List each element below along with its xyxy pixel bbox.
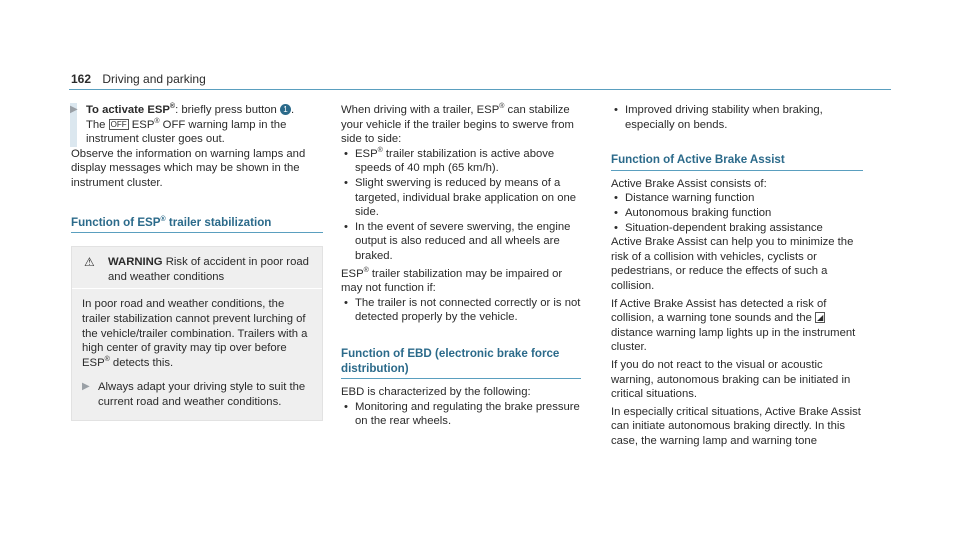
warning-instruction: ▶ Always adapt your driving style to suit the current road and weather conditions. xyxy=(82,381,306,408)
column-2 xyxy=(341,103,581,429)
button-number-badge: 1 xyxy=(280,104,291,115)
observe-paragraph: Observe the information on warning lamps and display messages which may be shown in the instrument cluster. xyxy=(71,147,306,189)
chapter-title: Driving and parking xyxy=(102,72,206,86)
stability-bullet-list xyxy=(611,103,863,132)
trailer-intro: When driving with a trailer, ESP® can stabilize your vehicle if the trailer begins to swerve from side to side: xyxy=(341,103,574,146)
esp-off-icon: OFF xyxy=(110,119,127,129)
section-title-active-brake-assist: Function of Active Brake Assist xyxy=(611,153,863,171)
aba-paragraph: Active Brake Assist can help you to minimize the risk of a collision with vehicles, cyclists or pedestrians, or reduce the effects of such a collision. xyxy=(611,236,854,292)
step-text: : briefly press button xyxy=(175,104,277,116)
list-item: • Distance warning function xyxy=(611,191,863,206)
aba-intro: Active Brake Assist consists of: xyxy=(611,177,767,190)
section-title-trailer-stabilization: Function of ESP® trailer stabilization xyxy=(71,216,323,234)
trailer-bullet-list xyxy=(341,147,581,264)
step-label: To activate ESP® xyxy=(86,103,176,116)
ebd-intro: EBD is characterized by the following: xyxy=(341,386,531,399)
impaired-bullet-list xyxy=(341,296,581,325)
list-item: • Monitoring and regulating the brake pressure on the rear wheels. xyxy=(341,400,581,429)
warning-label: WARNING xyxy=(108,256,163,269)
list-item: • Slight swerving is reduced by means of a targeted, individual brake application on one side. xyxy=(341,176,581,220)
list-item: • In the event of severe swerving, the engine output is also reduced and all wheels are braked. xyxy=(341,220,581,264)
step-arrow-icon: ▶ xyxy=(70,104,78,115)
impaired-intro: ESP® trailer stabilization may be impaired or may not function if: xyxy=(341,266,563,295)
warning-header xyxy=(72,247,322,288)
aba-paragraph: If Active Brake Assist has detected a risk of collision, a warning tone sounds and the ◢ distance warning lamp lights up in the instrument cluster. xyxy=(611,297,856,354)
page-number: 162 xyxy=(71,72,92,86)
ebd-bullet-list xyxy=(341,400,581,429)
warning-triangle-icon: ⚠ xyxy=(84,255,95,270)
instruction-step: ▶ To activate ESP®: briefly press button 1 . The OFF ESP® OFF warning lamp in the instrument cluster goes out. xyxy=(70,103,323,147)
aba-paragraph: In especially critical situations, Active Brake Assist can initiate autonomous braking directly. In this case, the warning lamp and warning tone xyxy=(611,405,861,447)
warning-box xyxy=(71,246,323,420)
list-item: • Autonomous braking function xyxy=(611,206,863,221)
header-divider xyxy=(69,89,891,90)
section-title-ebd: Function of EBD (electronic brake force distribution) xyxy=(341,347,581,379)
column-1 xyxy=(71,103,323,421)
aba-bullet-list xyxy=(611,191,863,235)
warning-title: Risk of accident in poor road and weather conditions xyxy=(108,256,309,283)
page-header xyxy=(71,72,206,86)
list-item: • ESP® trailer stabilization is active above speeds of 40 mph (65 km/h). xyxy=(341,147,581,176)
distance-warning-lamp-icon: ◢ xyxy=(817,313,824,323)
aba-paragraph: If you do not react to the visual or acoustic warning, autonomous braking can be initiated in critical situations. xyxy=(611,358,851,401)
list-item: • Situation-dependent braking assistance xyxy=(611,221,863,236)
list-item: • Improved driving stability when braking, especially on bends. xyxy=(611,103,863,132)
warning-body: In poor road and weather conditions, the trailer stabilization cannot prevent lurching of the vehicle/trailer combination. Trailers with a high center of gravity may tip over before ESP® detects this. ▶ Always adapt your driving style to suit the current road and weather conditions. xyxy=(72,289,322,419)
column-3 xyxy=(611,103,863,448)
list-item: • The trailer is not connected correctly or is not detected properly by the vehicle. xyxy=(341,296,581,325)
step-arrow-icon: ▶ xyxy=(82,381,90,393)
